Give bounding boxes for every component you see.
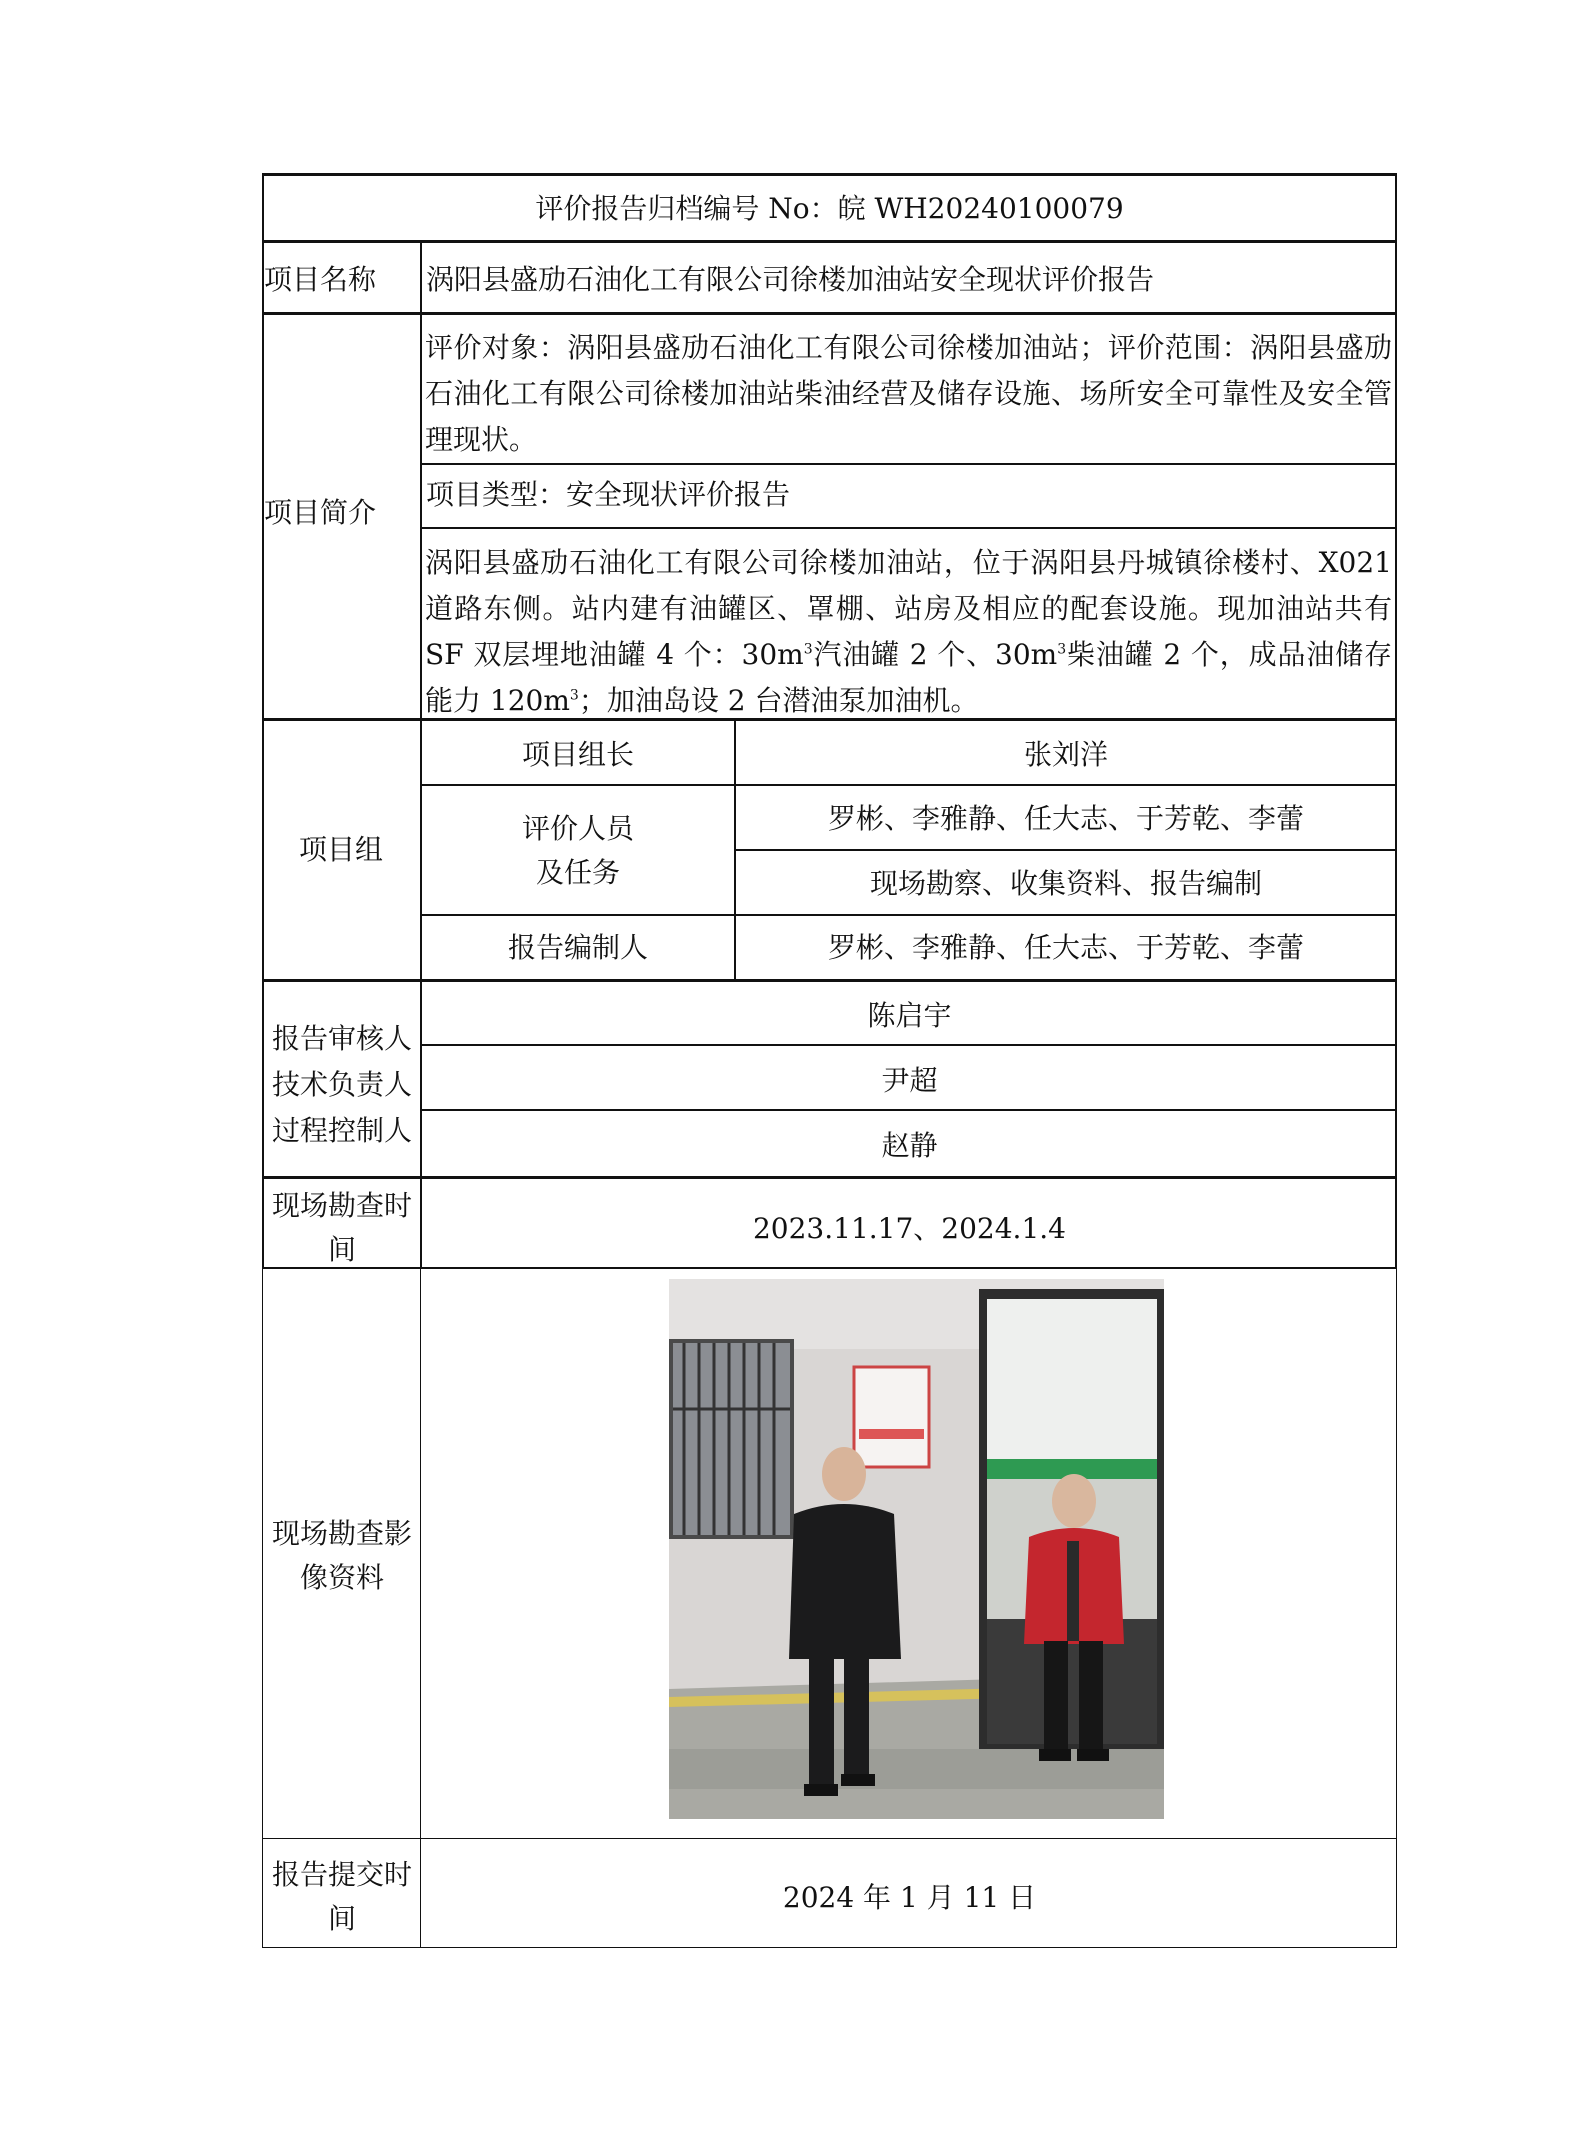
project-type: 项目类型：安全现状评价报告 xyxy=(426,478,791,511)
team-leader-label: 项目组长 xyxy=(521,738,634,771)
evaluators-value: 罗彬、李雅静、任大志、于芳乾、李蕾 xyxy=(827,802,1304,835)
submit-time-value: 2024 年 1 月 11 日 xyxy=(782,1881,1037,1914)
table-border xyxy=(262,312,1397,315)
table-border xyxy=(262,979,1397,982)
table-border xyxy=(421,463,1397,465)
table-border xyxy=(735,849,1397,851)
team-leader-value: 张刘洋 xyxy=(1023,738,1108,771)
table-border xyxy=(262,1947,1397,1948)
site-photo-label: 现场勘查影 像资料 xyxy=(271,1517,412,1594)
table-border xyxy=(262,1176,1397,1179)
table-border xyxy=(734,718,736,980)
report-compilers-label: 报告编制人 xyxy=(507,931,648,964)
table-border xyxy=(421,1044,1397,1046)
table-border xyxy=(262,173,264,1267)
project-intro-label: 项目简介 xyxy=(264,496,377,529)
table-border xyxy=(1396,1267,1397,1948)
table-border xyxy=(420,240,422,1268)
review-roles-label: 报告审核人 技术负责人 过程控制人 xyxy=(271,1022,412,1147)
table-border xyxy=(1395,173,1397,1267)
table-border xyxy=(262,1267,1397,1269)
project-name-label: 项目名称 xyxy=(264,263,377,296)
table-border xyxy=(421,784,1397,786)
table-border xyxy=(421,914,1397,916)
tech-lead-value: 尹超 xyxy=(881,1064,938,1097)
table-border xyxy=(420,1267,421,1948)
table-border xyxy=(262,240,1397,243)
table-border xyxy=(262,718,1397,721)
survey-time-label: 现场勘查时 间 xyxy=(271,1189,412,1266)
project-team-label: 项目组 xyxy=(298,833,383,866)
process-controller-value: 赵静 xyxy=(881,1129,938,1162)
table-border xyxy=(262,1838,1397,1839)
reviewer-value: 陈启宇 xyxy=(867,999,952,1032)
project-name-value: 涡阳县盛劢石油化工有限公司徐楼加油站安全现状评价报告 xyxy=(426,263,1155,296)
evaluators-label: 评价人员 及任务 xyxy=(521,812,634,889)
site-survey-photo xyxy=(669,1279,1164,1819)
survey-time-value: 2023.11.17、2024.1.4 xyxy=(752,1212,1066,1245)
evaluation-scope: 评价对象：涡阳县盛劢石油化工有限公司徐楼加油站；评价范围：涡阳县盛劢石油化工有限公司徐楼加油站柴油经营及储存设施、场所安全可靠性及安全管理现状。 xyxy=(425,331,1392,456)
table-border xyxy=(421,1109,1397,1111)
archive-number: 评价报告归档编号 No：皖 WH20240100079 xyxy=(535,192,1124,225)
submit-time-label: 报告提交时 间 xyxy=(271,1858,412,1935)
project-description: 涡阳县盛劢石油化工有限公司徐楼加油站，位于涡阳县丹城镇徐楼村、X021 道路东侧。站内建有油罐区、罩棚、站房及相应的配套设施。现加油站共有 SF 双层埋地油罐 4 个：$30m^3$汽油罐 2 个、$30m^3$柴油罐 2 个，成品油储存能力 $120m^3$；加油岛设 2 台潜油泵加油机。 xyxy=(425,546,1393,717)
table-border xyxy=(262,1267,263,1948)
report-compilers-value: 罗彬、李雅静、任大志、于芳乾、李蕾 xyxy=(827,931,1304,964)
table-border xyxy=(262,173,1397,176)
evaluators-tasks: 现场勘察、收集资料、报告编制 xyxy=(869,867,1262,900)
table-border xyxy=(421,527,1397,529)
